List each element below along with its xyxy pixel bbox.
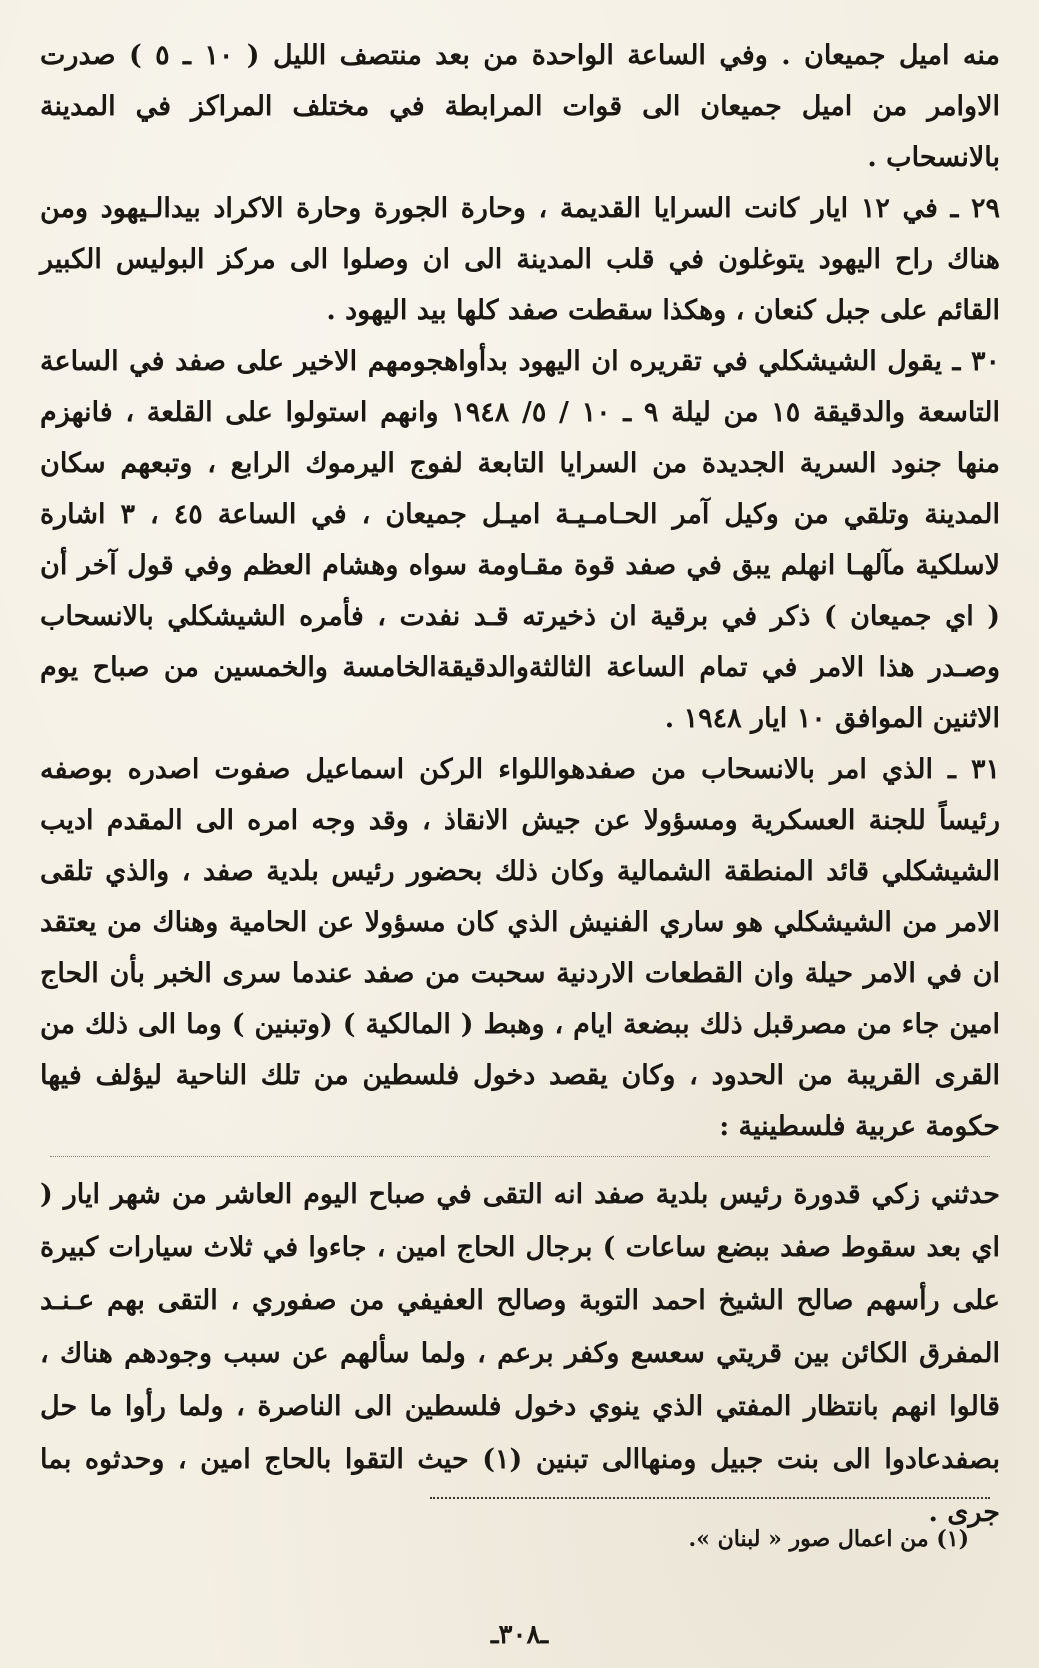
paragraph-31: ٣١ ـ الذي امر بالانسحاب من صفدهواللواء الركن اسماعيل صفوت اصدره بوصفه رئيساً للجنة العسكرية ومسؤولا عن جيش الانقاذ ، وقد وجه امره الى المقدم اديب الشيشكلي قائد المنطقة الشمالية وكان ذلك بحضور رئيس بلدية صفد ، والذي تلقى الامر من الشيشكلي هو ساري الفنيش الذي كان مسؤولا عن الحامية وهناك من يعتقد ان في الامر حيلة وان القطعات الاردنية سحبت من صفد عندما سرى الخبر بأن الحاج امين جاء من مصرقبل ذلك ببضعة ايام ، وهبط ( المالكية ) (وتبنين ) وما الى ذلك من القرى القريبة من الحدود ، وكان يقصد دخول فلسطين من تلك الناحية ليؤلف فيها حكومة عربية فلسطينية : [40,754,1000,1142]
page-number: ـ٣٠٨ـ [490,1620,549,1650]
main-text-block [40,30,1000,1152]
section-divider [50,1156,990,1157]
paragraph-intro: منه اميل جميعان . وفي الساعة الواحدة من بعد منتصف الليل ( ١٠ ـ ٥ ) صدرت الاوامر من اميل جميعان الى قوات المرابطة في مختلف المراكز في المدينة بالانسحاب . [40,40,1000,173]
paragraph-29: ٢٩ ـ في ١٢ ايار كانت السرايا القديمة ، وحارة الجورة وحارة الاكراد بيدالـيهود ومن هناك راح اليهود يتوغلون في قلب المدينة الى ان وصلوا الى مركز البوليس الكبير القائم على جبل كنعان ، وهكذا سقطت صفد كلها بيد اليهود . [40,193,1001,326]
footnote-divider [430,1497,990,1499]
paragraph-30: ٣٠ ـ يقول الشيشكلي في تقريره ان اليهود بدأواهجومهم الاخير على صفد في الساعة التاسعة والدقيقة ١٥ من ليلة ٩ ـ ١٠ / ٥/ ١٩٤٨ وانهم استولوا على القلعة ، فانهزم منها جنود السرية الجديدة من السرايا التابعة لفوج اليرموك الرابع ، وتبعهم سكان المدينة وتلقي من وكيل آمر الحـامـيـة اميـل جميعان ، في الساعة ٤٥ ، ٣ اشارة لاسلكية مآلهـا انهلم يبق في صفد قوة مقـاومة سواه وهشام العظم وفي قول آخر أن ( اي جميعان ) ذكر في برقية ان ذخيرته قـد نفدت ، فأمره الشيشكلي بالانسحاب وصـدر هذا الامر في تمام الساعة الثالثةوالدقيقةالخامسة والخمسين من صباح يوم الاثنين الموافق ١٠ ايار ١٩٤٨ . [40,346,1001,734]
footnote: (١) من اعمال صور « لبنان ». [688,1526,969,1552]
testimony-paragraph: حدثني زكي قدورة رئيس بلدية صفد انه التقى في صباح اليوم العاشر من شهر ايار ( اي بعد سقوط صفد ببضع ساعات ) برجال الحاج امين ، جاءوا في ثلاث سيارات كبيرة على رأسهم صالح الشيخ احمد التوبة وصالح العفيفي من صفوري ، التقى بهم عـنـد المفرق الكائن بين قريتي سعسع وكفر برعم ، ولما سألهم عن سبب وجودهم هناك ، قالوا انهم بانتظار المفتي الذي ينوي دخول فلسطين الى الناصرة ، ولما رأوا ما حل بصفدعادوا الى بنت جبيل ومنهاالى تبنين (١) حيث التقوا بالحاج امين ، وحدثوه بما جرى . [40,1179,1000,1528]
